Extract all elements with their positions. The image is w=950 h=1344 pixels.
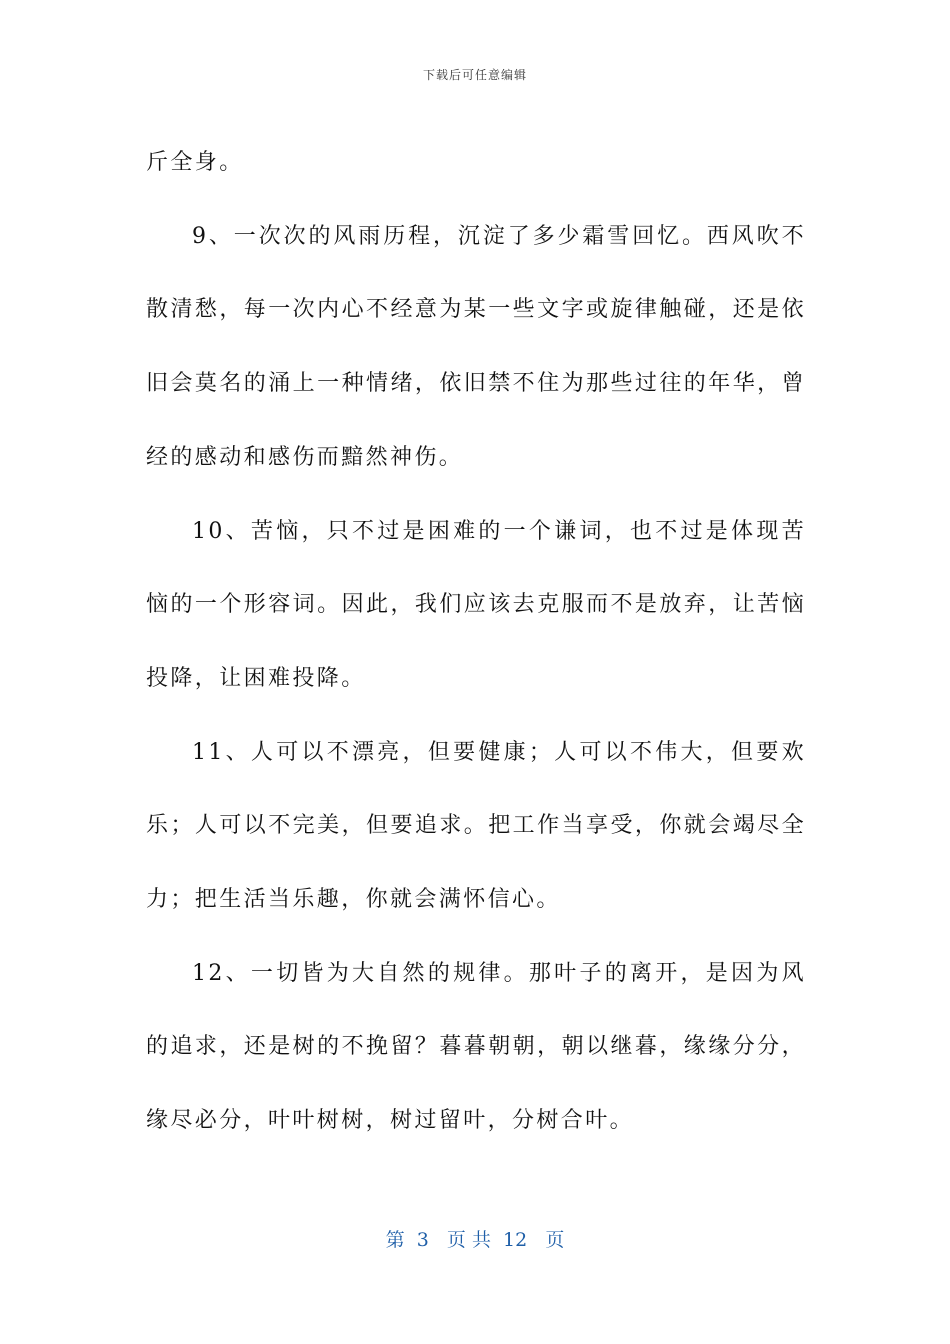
paragraph-12: 12、一切皆为大自然的规律。那叶子的离开，是因为风的追求，还是树的不挽留？暮暮朝朝，朝以继暮，缘缘分分，缘尽必分，叶叶树树，树过留叶，分树合叶。 [146,960,806,1134]
document-body [146,126,806,1158]
paragraph-11: 11、人可以不漂亮，但要健康；人可以不伟大，但要欢乐；人可以不完美，但要追求。把工作当享受，你就会竭尽全力；把生活当乐趣，你就会满怀信心。 [146,739,806,913]
paragraph-10: 10、苦恼，只不过是困难的一个谦词，也不过是体现苦恼的一个形容词。因此，我们应该去克服而不是放弃，让苦恼投降，让困难投降。 [146,518,806,691]
page-header-note: 下载后可任意编辑 [422,68,527,82]
paragraph-9: 9、一次次的风雨历程，沉淀了多少霜雪回忆。西风吹不散清愁，每一次内心不经意为某一些文字或旋律触碰，还是依旧会莫名的涌上一种情绪，依旧禁不住为那些过往的年华，曾经的感动和感伤而黯然神伤。 [146,223,806,470]
page-number-footer: 第 3 页 共 12 页 [385,1229,565,1251]
paragraph-continuation: 斤全身。 [146,150,244,175]
